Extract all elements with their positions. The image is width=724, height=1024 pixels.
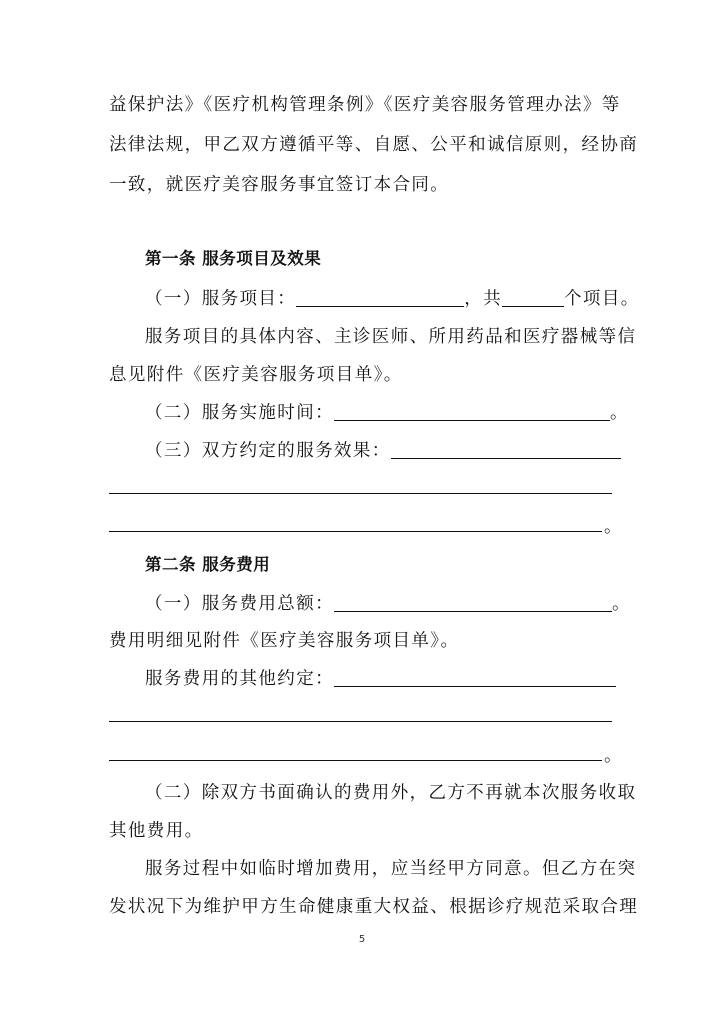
service-time-label: （二）服务实施时间：: [145, 403, 334, 423]
other-fee-terms-blank-line-3[interactable]: [109, 760, 602, 761]
paragraph-line: （二）除双方书面确认的费用外，乙方不再就本次服务收取: [145, 783, 637, 803]
article-2-heading: 第二条 服务费用: [145, 555, 271, 574]
period-mark: 。: [604, 746, 622, 766]
paragraph-line: 发状况下为维护甲方生命健康重大权益、根据诊疗规范采取合理: [109, 897, 639, 917]
other-fee-terms-blank[interactable]: [334, 660, 616, 687]
service-effect-line: [145, 432, 615, 470]
article-1-heading: 第一条 服务项目及效果: [145, 249, 322, 268]
paragraph-line: 费用明细见附件《医疗美容服务项目单》。: [109, 631, 460, 651]
paragraph-line: 其他费用。: [109, 821, 204, 841]
service-effect-blank[interactable]: [391, 432, 621, 459]
paragraph-line: 益保护法》《医疗机构管理条例》《医疗美容服务管理办法》等: [109, 95, 621, 115]
period-mark: 。: [610, 403, 629, 423]
total-fee-blank[interactable]: [334, 585, 612, 612]
service-effect-blank-line-2[interactable]: [109, 493, 612, 494]
other-fee-terms-line: [145, 660, 615, 698]
period-mark: 。: [612, 594, 631, 614]
service-effect-blank-line-3[interactable]: [109, 531, 602, 532]
service-time-line: [145, 394, 629, 432]
paragraph-line: 一致，就医疗美容服务事宜签订本合同。: [109, 175, 450, 195]
service-items-suffix: 个项目。: [564, 289, 640, 309]
paragraph-line: 法律法规，甲乙双方遵循平等、自愿、公平和诚信原则，经协商: [109, 135, 639, 155]
total-fee-label: （一）服务费用总额：: [145, 594, 334, 614]
service-items-count-label: ，共: [464, 289, 503, 309]
paragraph-line: 服务过程中如临时增加费用，应当经甲方同意。但乙方在突: [145, 859, 637, 879]
total-fee-line: [145, 585, 631, 623]
other-fee-terms-blank-line-2[interactable]: [109, 721, 612, 722]
paragraph-line: 服务项目的具体内容、主诊医师、所用药品和医疗器械等信: [145, 327, 637, 347]
service-items-blank[interactable]: [296, 280, 464, 307]
service-items-count-blank[interactable]: [502, 280, 564, 307]
service-time-blank[interactable]: [334, 394, 610, 421]
service-items-label: （一）服务项目：: [145, 289, 297, 309]
service-items-line: [145, 280, 640, 318]
paragraph-line: 息见附件《医疗美容服务项目单》。: [109, 365, 403, 385]
page-number: 5: [358, 934, 366, 945]
period-mark: 。: [604, 517, 622, 537]
service-effect-label: （三）双方约定的服务效果：: [145, 441, 391, 461]
other-fee-terms-label: 服务费用的其他约定：: [145, 669, 334, 689]
